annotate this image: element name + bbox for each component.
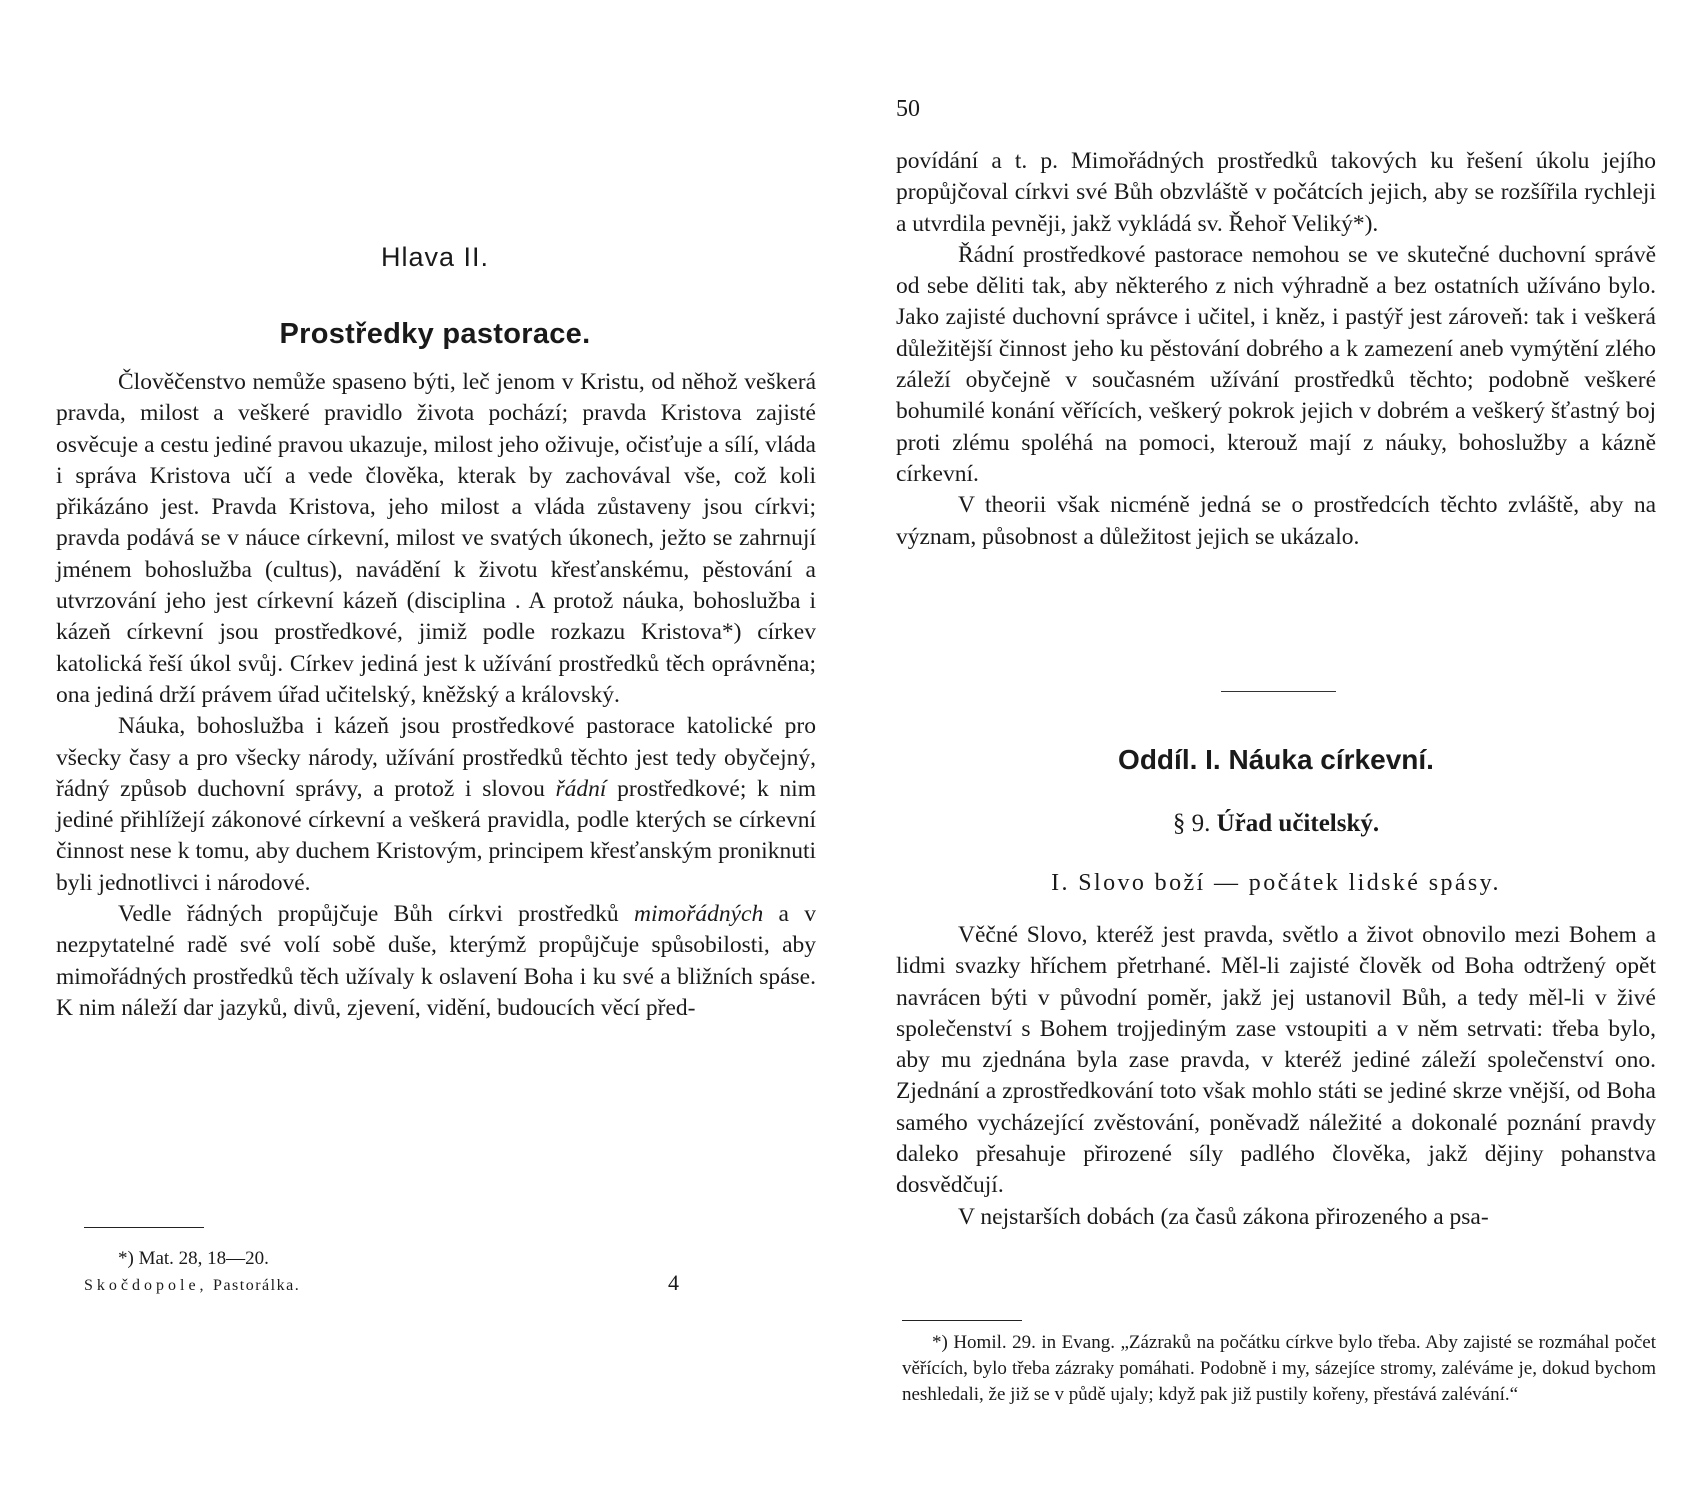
chapter-label: Hlava II. <box>380 242 490 272</box>
paragraph-3-emphasis: mimořádných <box>633 901 764 928</box>
paragraph-3 <box>56 899 816 1024</box>
paragraph-heading-title: Úřad učitelský. <box>1216 810 1380 837</box>
right-body-text-bottom <box>896 920 1656 1233</box>
right-paragraph-3: V theorii však nicméně jedná se o prostředcích těchto zvláště, aby na význam, působnost a důležitost jejich se ukázalo. <box>896 492 1656 550</box>
right-paragraph-1: povídání a t. p. Mimořádných prostředků takových ku řešení úkolu jejího propůjčoval církvi své Bůh obzvláště v počátcích jejich, aby se rozšířila rychleji a utvrdila pevněji, jakž vykládá sv. Řehoř Veliký*). <box>896 148 1656 237</box>
right-footnote: *) Homil. 29. in Evang. „Zázraků na počátku církve bylo třeba. Aby zajisté se rozmáhal počet věřících, bylo třeba zázraky pomáhati. Podobně i my, sázejíce stromy, zaléváme je, dokud bychom neshledali, že již se v půdě ujaly; když pak již pustily kořeny, přestává zalévání.“ <box>902 1332 1656 1405</box>
paragraph-3-text-b: a v nezpytatelné radě své volí sobě duše, kterýmž propůjčuje spůsobilosti, aby mimořádných prostředků těch užívaly k oslavení Boha i ku své a bližních spáse. K nim náleží dar jazyků, divů, zjevení, vidění, budoucích věcí před- <box>56 901 816 1021</box>
paragraph-1 <box>56 367 816 711</box>
sheet-signature <box>84 1277 300 1295</box>
right-paragraph-4: Věčné Slovo, kteréž jest pravda, světlo a život obnovilo mezi Bohem a lidmi svazky hříchem přetrhané. Měl-li zajisté člověk od Boha odtržený opět navrácen býti v původní poměr, jakž jej ustanovil Bůh, a tedy měl-li v živé společenství s Bohem trojjediným zase vstoupiti a v něm setrvati: třeba bylo, aby mu zjednána byla zase pravda, v kteréž jediné záleží společenství ono. Zjednání a zprostředkování toto však mohlo státi se jediné skrze vnější, od Boha samého vycházející zvěstování, poněvadž náležité a dokonalé poznání pravdy daleko přesahuje přirozené síly padlého člověka, jakž dějiny pohanstva dosvědčují. <box>896 922 1656 1199</box>
paragraph-3-text-a: Vedle řádných propůjčuje Bůh církvi prostředků <box>118 901 634 928</box>
left-footnote-rule <box>84 1227 204 1228</box>
right-footnote-rule <box>902 1320 1022 1321</box>
paragraph-2-emphasis: řádní <box>555 775 607 802</box>
page-number: 50 <box>896 96 920 122</box>
section-separator <box>1221 691 1336 692</box>
paragraph-sign: § 9. <box>1172 810 1211 837</box>
right-page <box>844 0 1688 1501</box>
chapter-title: Prostředky pastorace. <box>279 318 591 350</box>
signature-author: Skočdopole, <box>84 1277 208 1294</box>
paragraph-2-text-a: Náuka, bohoslužba i kázeň jsou prostředkové pastorace katolické pro všecky časy a pro všecky národy, užívání prostředků těchto jest tedy obyčejný, řádný způsob duchovní správy, a protož i slovou <box>56 713 816 802</box>
left-body-text <box>56 367 816 1024</box>
left-footnote: *) Mat. 28, 18—20. <box>118 1248 269 1269</box>
sheet-mark: 4 <box>668 1270 679 1295</box>
paragraph-heading <box>896 810 1656 838</box>
right-paragraph-2: Řádní prostředkové pastorace nemohou se ve skutečné duchovní správě od sebe děliti tak, aby některého z nich výhradně a bez ostatních užíváno bylo. Jako zajisté duchovní správce i učitel, i kněz, i pastýř jest zároveň: tak i veškerá důležitější činnost jeho ku pěstování dobrého a k zamezení aneb vymýtění zlého záleží obyčejně v současném užívání prostředků těchto; podobně veškeré bohumilé konání věřících, veškerý pokrok jejich v dobrém a veškerý šťastný boj proti zlému spoléhá na pomoci, kterouž mají z náuky, bohoslužby a kázně církevní. <box>896 241 1656 487</box>
signature-title: Pastorálka. <box>213 1277 301 1294</box>
right-paragraph-5: V nejstarších dobách (za časů zákona přirozeného a psa- <box>958 1203 1489 1230</box>
section-title: Oddíl. I. Náuka církevní. <box>1118 744 1434 775</box>
paragraph-1-text: Člověčenstvo nemůže spaseno býti, leč jenom v Kristu, od něhož veškerá pravda, milost a veškeré pravidlo života pochází; pravda Kristova zajisté osvěcuje a cestu jediné pravou ukazuje, milost jeho oživuje, očisťuje a sílí, vláda i správa Kristova učí a vede člověka, kterak by zachovával vše, což koli přikázáno jest. Pravda Kristova, jeho milost a vláda zůstaveny jsou církvi; pravda podává se v náuce církevní, milost ve svatých úkonech, ježto se zahrnují jménem bohoslužba (cultus), navádění k životu křesťanskému, pěstování a utvrzování jeho jest církevní kázeň (disciplina . A protož náuka, bohoslužba i kázeň církevní jsou prostředkové, jimiž podle rozkazu Kristova*) církev katolická řeší úkol svůj. Církev jediná jest k užívání prostředků těch oprávněna; ona jediná drží právem úřad učitelský, kněžský a královský. <box>56 369 816 708</box>
paragraph-2 <box>56 711 816 899</box>
sub-heading: I. Slovo boží — počátek lidské spásy. <box>1051 870 1501 896</box>
paragraph-2-text-b: prostředkové; k nim jediné přihlížejí zákonové církevní a veškerá pravidla, podle kterých se církevní činnost nese k tomu, aby duchem Kristovým, principem křesťanským proniknuti byli jednotlivci i národové. <box>56 775 816 896</box>
right-body-text-top <box>896 146 1656 553</box>
